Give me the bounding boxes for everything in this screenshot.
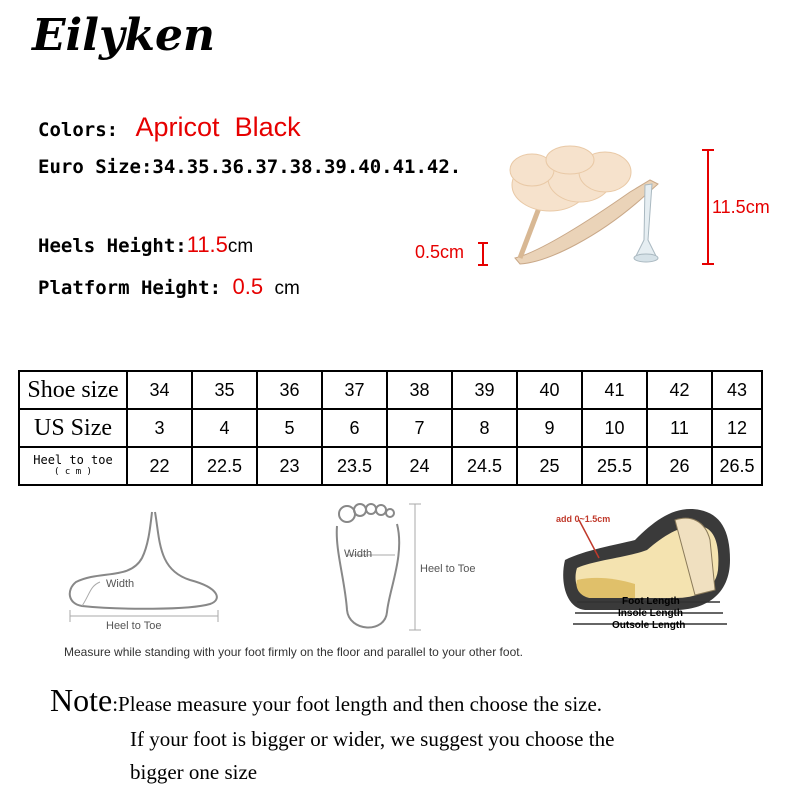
platform-height-value: 0.5 (232, 274, 264, 299)
table-cell: 26 (647, 447, 712, 485)
row-label-main: Heel to toe (33, 453, 113, 467)
table-cell: 25 (517, 447, 582, 485)
table-cell: 9 (517, 409, 582, 447)
foot-top-diagram (325, 500, 425, 640)
row-label: Shoe size (19, 371, 127, 409)
table-row-us-size (19, 409, 762, 447)
table-cell: 3 (127, 409, 192, 447)
insole-length-label: Insole Length (618, 608, 683, 619)
table-cell: 43 (712, 371, 762, 409)
row-label-unit: ( c m ) (54, 467, 92, 477)
heels-height-value: 11.5 (186, 232, 228, 257)
foot-length-label: Foot Length (622, 596, 680, 607)
side-heel-to-toe-label: Heel to Toe (106, 620, 162, 632)
table-cell: 38 (387, 371, 452, 409)
table-cell: 42 (647, 371, 712, 409)
side-width-label: Width (106, 578, 135, 590)
table-cell: 12 (712, 409, 762, 447)
row-label (19, 447, 127, 485)
table-cell: 7 (387, 409, 452, 447)
table-cell: 34 (127, 371, 192, 409)
note-heading: Note (50, 682, 113, 718)
table-cell: 36 (257, 371, 322, 409)
brand-logo: Eilyken (32, 10, 216, 61)
euro-size-row (38, 156, 461, 178)
heels-height-label: Heels Height: (38, 235, 187, 257)
note-text-1: :Please measure your foot length and then choose the size. (112, 692, 603, 716)
colors-value: Apricot Black (135, 112, 301, 142)
table-cell: 26.5 (712, 447, 762, 485)
table-row-shoe-size (19, 371, 762, 409)
table-cell: 23.5 (322, 447, 387, 485)
size-chart-table (18, 370, 763, 486)
product-sandal-image (480, 140, 710, 280)
outsole-length-label: Outsole Length (612, 620, 686, 631)
top-width-label: Width (344, 548, 373, 560)
platform-marker-icon (476, 240, 490, 268)
table-cell: 39 (452, 371, 517, 409)
euro-size-label: Euro Size: (38, 156, 153, 178)
platform-height-row (38, 274, 300, 300)
table-cell: 23 (257, 447, 322, 485)
table-cell: 4 (192, 409, 257, 447)
note-line-3: bigger one size (130, 760, 258, 784)
table-cell: 11 (647, 409, 712, 447)
foot-side-diagram (60, 510, 230, 638)
platform-height-label: Platform Height: (38, 277, 222, 299)
table-cell: 25.5 (582, 447, 647, 485)
platform-height-unit: cm (274, 278, 300, 299)
platform-dimension: 0.5cm (415, 242, 465, 262)
table-cell: 8 (452, 409, 517, 447)
table-cell: 24.5 (452, 447, 517, 485)
table-cell: 22 (127, 447, 192, 485)
heels-height-unit: cm (227, 236, 254, 257)
euro-size-value: 34.35.36.37.38.39.40.41.42. (152, 156, 462, 178)
table-cell: 22.5 (192, 447, 257, 485)
table-cell: 24 (387, 447, 452, 485)
heel-height-dimension: 11.5cm (712, 197, 770, 217)
table-cell: 10 (582, 409, 647, 447)
heels-height-row (38, 232, 253, 258)
table-row-heel-to-toe (19, 447, 762, 485)
add-allowance-label: add 0~1.5cm (556, 514, 611, 524)
table-cell: 35 (192, 371, 257, 409)
note-line-2: If your foot is bigger or wider, we suggest you choose the (130, 727, 615, 751)
top-heel-to-toe-label: Heel to Toe (420, 563, 476, 575)
table-cell: 41 (582, 371, 647, 409)
table-cell: 40 (517, 371, 582, 409)
table-cell: 5 (257, 409, 322, 447)
row-label: US Size (19, 409, 127, 447)
colors-row (38, 112, 301, 143)
table-cell: 6 (322, 409, 387, 447)
table-cell: 37 (322, 371, 387, 409)
colors-label: Colors: (38, 119, 119, 141)
note-line-1 (50, 682, 602, 719)
measure-caption: Measure while standing with your foot firmly on the floor and parallel to your other foot. (64, 645, 523, 659)
